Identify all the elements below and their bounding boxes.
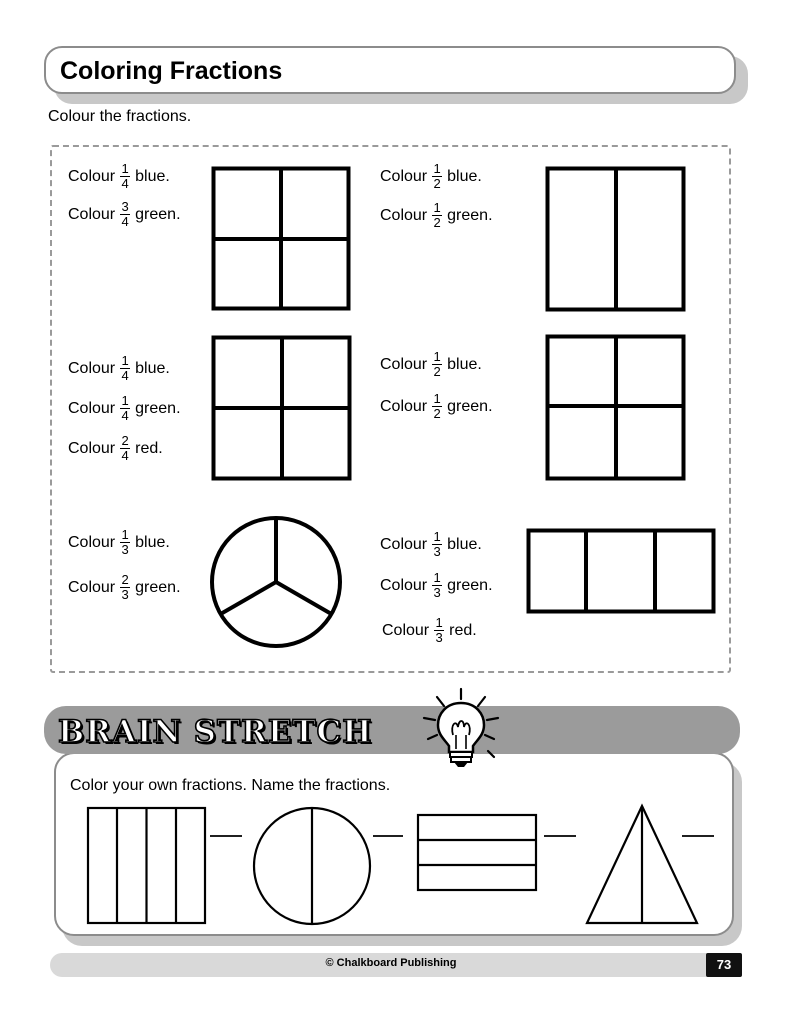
fraction (432, 202, 442, 229)
instruction-line (68, 435, 163, 462)
instruction-line (68, 529, 170, 556)
instruction-color: blue. (135, 533, 170, 551)
instruction-prefix: Colour (68, 167, 116, 185)
title-banner (44, 46, 736, 94)
fraction-denominator: 4 (121, 368, 129, 383)
square-fourths-shape[interactable] (210, 165, 355, 315)
instruction-prefix: Colour (382, 621, 430, 639)
fraction-numerator: 1 (433, 391, 441, 406)
instruction-line (380, 531, 482, 558)
fraction-denominator: 4 (121, 214, 129, 229)
fraction (432, 163, 442, 190)
fraction (432, 531, 442, 558)
fraction (120, 355, 130, 382)
instruction-prefix: Colour (380, 576, 428, 594)
fraction-denominator: 3 (121, 587, 129, 602)
fraction-denominator: 2 (433, 406, 441, 421)
fraction-numerator: 2 (121, 433, 129, 448)
rectangle-halves-shape[interactable] (544, 165, 690, 315)
fraction-numerator: 1 (121, 527, 129, 542)
instruction-color: green. (135, 399, 181, 417)
instruction-color: blue. (447, 355, 482, 373)
instruction-prefix: Colour (380, 397, 428, 415)
page-instruction: Colour the fractions. (48, 108, 192, 125)
fraction-denominator: 3 (433, 585, 441, 600)
answer-blank-line[interactable] (680, 832, 716, 840)
instruction-color: blue. (447, 535, 482, 553)
fraction-numerator: 1 (121, 393, 129, 408)
instruction-color: red. (449, 621, 477, 639)
instruction-prefix: Colour (68, 533, 116, 551)
fraction-numerator: 1 (121, 353, 129, 368)
circle-thirds-shape[interactable] (206, 514, 346, 650)
instruction-line (380, 202, 493, 229)
instruction-color: blue. (135, 359, 170, 377)
fraction (434, 617, 444, 644)
square-fourths-shape[interactable] (210, 334, 355, 484)
fraction (432, 572, 442, 599)
instruction-prefix: Colour (380, 535, 428, 553)
instruction-color: green. (135, 578, 181, 596)
instruction-prefix: Colour (380, 167, 428, 185)
fraction-denominator: 2 (433, 364, 441, 379)
fraction (120, 435, 130, 462)
fraction (120, 163, 130, 190)
fraction (120, 201, 130, 228)
fraction (120, 574, 130, 601)
instruction-line (68, 574, 181, 601)
fraction-denominator: 3 (435, 630, 443, 645)
brain-stretch-prompt: Color your own fractions. Name the fractions. (70, 777, 391, 794)
rectangle-fourths-shape[interactable] (86, 806, 214, 926)
circle-halves-shape[interactable] (251, 806, 373, 926)
instruction-color: green. (447, 206, 493, 224)
fraction-numerator: 1 (435, 615, 443, 630)
instruction-line (68, 355, 170, 382)
fraction-denominator: 4 (121, 408, 129, 423)
instruction-line (380, 572, 493, 599)
page-number: 73 (716, 957, 732, 972)
instruction-line (380, 163, 482, 190)
answer-blank-line[interactable] (208, 832, 244, 840)
fraction-numerator: 1 (433, 570, 441, 585)
instruction-line (68, 163, 170, 190)
square-fourths-shape[interactable] (544, 333, 690, 483)
instruction-color: green. (135, 205, 181, 223)
fraction-numerator: 1 (433, 200, 441, 215)
instruction-color: green. (447, 576, 493, 594)
brain-stretch-title: BRAIN STRETCH (58, 714, 373, 750)
instruction-color: red. (135, 439, 163, 457)
instruction-line (68, 395, 181, 422)
instruction-color: blue. (135, 167, 170, 185)
rectangle-thirds-horizontal-shape[interactable] (416, 813, 540, 893)
page-number-box (706, 953, 742, 977)
instruction-prefix: Colour (380, 355, 428, 373)
answer-blank-line[interactable] (371, 832, 405, 840)
instruction-prefix: Colour (68, 578, 116, 596)
fraction-numerator: 1 (433, 529, 441, 544)
lightbulb-icon (420, 685, 502, 771)
fraction (120, 529, 130, 556)
fraction-numerator: 3 (121, 199, 129, 214)
instruction-prefix: Colour (68, 359, 116, 377)
instruction-prefix: Colour (380, 206, 428, 224)
triangle-halves-shape[interactable] (583, 803, 703, 927)
fraction-numerator: 1 (433, 161, 441, 176)
rectangle-thirds-shape[interactable] (525, 527, 717, 615)
instruction-line (380, 351, 482, 378)
fraction (120, 395, 130, 422)
instruction-prefix: Colour (68, 399, 116, 417)
answer-blank-line[interactable] (542, 832, 578, 840)
fraction-denominator: 2 (433, 176, 441, 191)
fraction-denominator: 3 (121, 542, 129, 557)
instruction-line (68, 201, 181, 228)
instruction-color: green. (447, 397, 493, 415)
instruction-line (382, 617, 477, 644)
copyright-text: © Chalkboard Publishing (325, 957, 457, 969)
page-title: Coloring Fractions (60, 57, 283, 85)
instruction-prefix: Colour (68, 439, 116, 457)
fraction-denominator: 2 (433, 215, 441, 230)
instruction-color: blue. (447, 167, 482, 185)
fraction (432, 393, 442, 420)
fraction-denominator: 3 (433, 544, 441, 559)
fraction-numerator: 1 (121, 161, 129, 176)
instruction-prefix: Colour (68, 205, 116, 223)
fraction (432, 351, 442, 378)
instruction-line (380, 393, 493, 420)
fraction-numerator: 1 (433, 349, 441, 364)
fraction-numerator: 2 (121, 572, 129, 587)
fraction-denominator: 4 (121, 176, 129, 191)
fraction-denominator: 4 (121, 448, 129, 463)
